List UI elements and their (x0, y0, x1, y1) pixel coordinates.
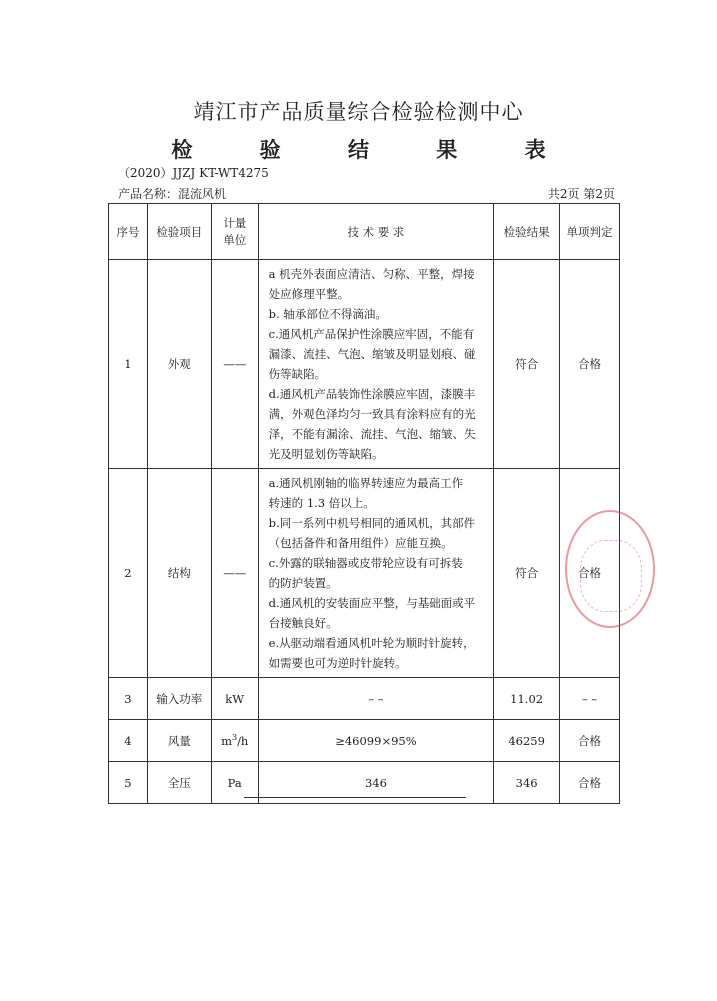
row-unit: —— (211, 260, 258, 469)
req-line: 转速的 1.3 倍以上。 (268, 496, 375, 510)
row-result: 346 (494, 762, 560, 804)
unit-sup: 3 (231, 733, 238, 743)
row-item: 输入功率 (147, 678, 211, 720)
req-line: 漏漆、流挂、气泡、缩皱及明显划痕、碰 (268, 347, 476, 361)
row-unit (211, 720, 258, 762)
row-item: 结构 (147, 469, 211, 678)
req-line: a.通风机刚轴的临界转速应为最高工作 (268, 476, 464, 490)
row-judge: 合格 (560, 469, 620, 678)
org-title: 靖江市产品质量综合检验检测中心 (193, 100, 524, 124)
req-line: b. 轴承部位不得滴油。 (268, 307, 387, 321)
row-no: 1 (109, 260, 148, 469)
req-line: 光及明显划伤等缺陷。 (268, 447, 384, 461)
row-unit: kW (211, 678, 258, 720)
official-seal-inner (580, 540, 642, 612)
table-row (109, 260, 620, 469)
req-line: 伤等缺陷。 (268, 367, 327, 381)
req-line: 如需要也可为逆时针旋转。 (268, 656, 407, 670)
row-result: 46259 (494, 720, 560, 762)
header-item: 检验项目 (147, 204, 211, 260)
row-judge: 合格 (560, 260, 620, 469)
unit-main: m (221, 733, 232, 748)
table-row (109, 678, 620, 720)
req-line: d.通风机产品装饰性涂膜应牢固，漆膜丰 (268, 387, 476, 401)
row-result: 符合 (494, 469, 560, 678)
report-number: （2020）JJZJ KT-WT4275 (118, 166, 269, 180)
header-no: 序号 (109, 204, 148, 260)
req-line: d.通风机的安装面应平整，与基础面或平 (268, 596, 476, 610)
table-row (109, 469, 620, 678)
row-judge: – – (560, 678, 620, 720)
req-line: 台接触良好。 (268, 616, 338, 630)
row-requirements: 346 (258, 762, 494, 804)
row-requirements (258, 260, 494, 469)
row-requirements: ≥46099×95% (258, 720, 494, 762)
req-line: a 机壳外表面应清洁、匀称、平整，焊接 (268, 267, 475, 281)
row-result: 11.02 (494, 678, 560, 720)
row-result: 符合 (494, 260, 560, 469)
header-result: 检验结果 (494, 204, 560, 260)
req-line: 满，外观色泽均匀一致具有涂料应有的光 (268, 407, 476, 421)
row-item: 全压 (147, 762, 211, 804)
header-unit-label: 计量单位 (223, 215, 247, 247)
row-item: 外观 (147, 260, 211, 469)
row-requirements (258, 469, 494, 678)
table-header-row (109, 204, 620, 260)
row-unit: —— (211, 469, 258, 678)
req-line: 泽，不能有漏涂、流挂、气泡、缩皱、失 (268, 427, 476, 441)
req-line: b.同一系列中机号相同的通风机，其部件 (268, 516, 476, 530)
req-line: 的防护装置。 (268, 576, 338, 590)
doc-title: 检 验 结 果 表 (171, 137, 576, 162)
header-unit (211, 204, 258, 260)
row-unit: Pa (211, 762, 258, 804)
req-line: e.从驱动端看通风机叶轮为顺时针旋转， (268, 636, 475, 650)
header-judge: 单项判定 (560, 204, 620, 260)
req-line: （包括备件和备用组件）应能互换。 (268, 536, 453, 550)
row-judge: 合格 (560, 762, 620, 804)
row-judge: 合格 (560, 720, 620, 762)
inspection-table (108, 203, 620, 804)
row-no: 5 (109, 762, 148, 804)
req-line: 处应修理平整。 (268, 287, 350, 301)
row-no: 4 (109, 720, 148, 762)
row-no: 2 (109, 469, 148, 678)
table-row (109, 720, 620, 762)
end-line (244, 797, 466, 798)
row-requirements: – – (258, 678, 494, 720)
unit-tail: /h (237, 733, 249, 748)
req-line: c.通风机产品保护性涂膜应牢固，不能有 (268, 327, 475, 341)
header-req: 技 术 要 求 (258, 204, 494, 260)
row-item: 风量 (147, 720, 211, 762)
req-line: c.外露的联轴器或皮带轮应设有可拆装 (268, 556, 463, 570)
row-no: 3 (109, 678, 148, 720)
page-indicator: 共2页 第2页 (547, 187, 615, 201)
product-name: 产品名称：混流风机 (118, 187, 227, 201)
